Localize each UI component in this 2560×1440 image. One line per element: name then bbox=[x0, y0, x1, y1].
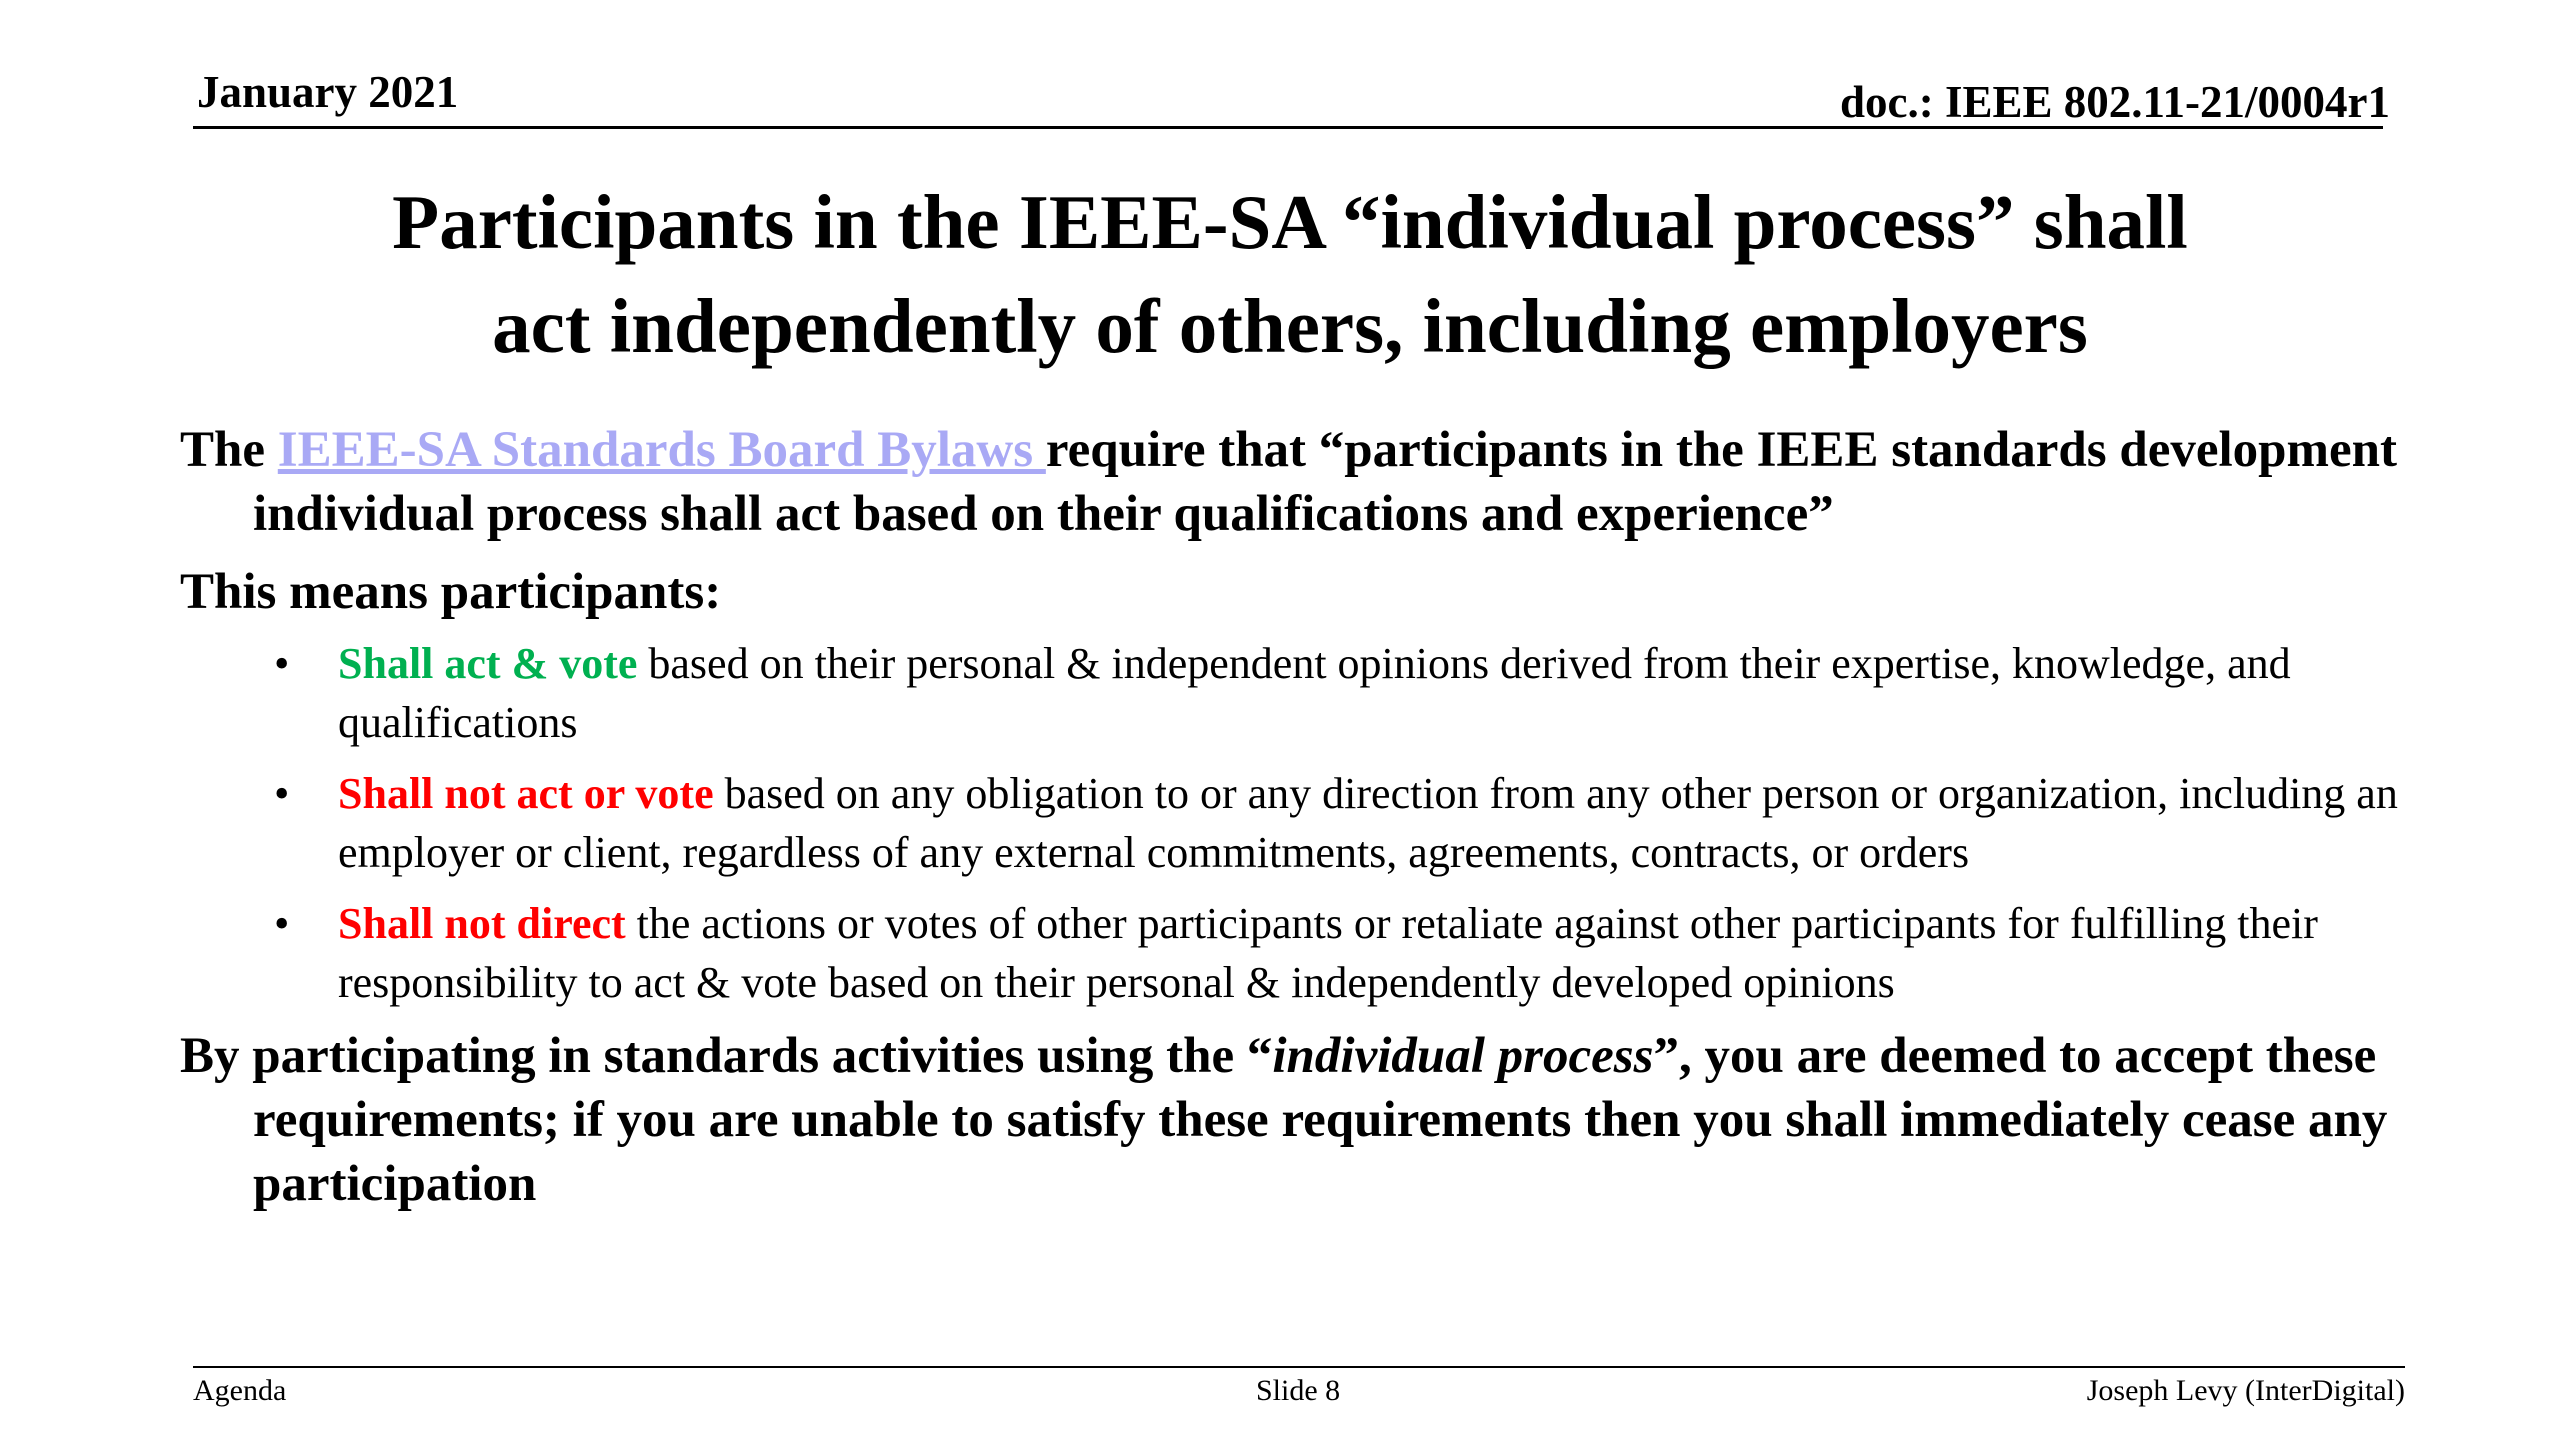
participants-heading: This means participants: bbox=[180, 564, 722, 620]
bullet-dot: • bbox=[274, 639, 290, 688]
bullet-text: based on any obligation to or any direction from any other person or organization, including an employer or client, regardless of any external commitments, agreements, contracts, or orders bbox=[338, 769, 2398, 877]
header-date: January 2021 bbox=[197, 67, 459, 117]
bullet-dot: • bbox=[274, 899, 290, 948]
bullet-text: based on their personal & independent opinions derived from their expertise, knowledge, and qualifications bbox=[338, 639, 2291, 747]
list-item bbox=[180, 764, 2410, 882]
acceptance-paragraph bbox=[180, 1024, 2410, 1216]
bullet-highlight-not-direct: Shall not direct bbox=[338, 899, 626, 948]
bylaws-prefix: The bbox=[180, 422, 278, 478]
requirements-list bbox=[180, 634, 2410, 1012]
footer-author: Joseph Levy (InterDigital) bbox=[2086, 1374, 2405, 1407]
header-doc-id: doc.: IEEE 802.11-21/0004r1 bbox=[1839, 77, 2390, 127]
header-rule bbox=[193, 126, 2383, 129]
bullet-dot: • bbox=[274, 769, 290, 818]
list-item bbox=[180, 894, 2410, 1012]
bullet-highlight-act-vote: Shall act & vote bbox=[338, 639, 638, 688]
slide-title-line-1: Participants in the IEEE-SA “individual process” shall bbox=[392, 179, 2188, 265]
slide-title bbox=[160, 170, 2420, 378]
slide-content bbox=[180, 418, 2410, 1216]
footer-left-label: Agenda bbox=[193, 1374, 287, 1407]
bylaws-suffix: require that “participants in the IEEE standards development individual process shall act based on their qualifications and experience” bbox=[253, 422, 2398, 542]
bylaws-link[interactable]: IEEE-SA Standards Board Bylaws bbox=[277, 422, 1046, 478]
bylaws-paragraph bbox=[180, 418, 2410, 546]
acceptance-prefix: By participating in standards activities using the “ bbox=[180, 1028, 1273, 1084]
slide-title-line-2: act independently of others, including employers bbox=[492, 283, 2088, 369]
bullet-highlight-not-act-vote: Shall not act or vote bbox=[338, 769, 714, 818]
slide-number: Slide 8 bbox=[1256, 1374, 1341, 1407]
footer-rule bbox=[193, 1366, 2405, 1368]
list-item bbox=[180, 634, 2410, 752]
acceptance-italic: individual process bbox=[1272, 1028, 1654, 1084]
bullet-text: the actions or votes of other participants or retaliate against other participants for fulfilling their responsibility to act & vote based on their personal & independently developed opinions bbox=[338, 899, 2318, 1007]
acceptance-suffix: ”, you are deemed to accept these requirements; if you are unable to satisfy these requirements then you shall immediately cease any participation bbox=[253, 1028, 2388, 1212]
